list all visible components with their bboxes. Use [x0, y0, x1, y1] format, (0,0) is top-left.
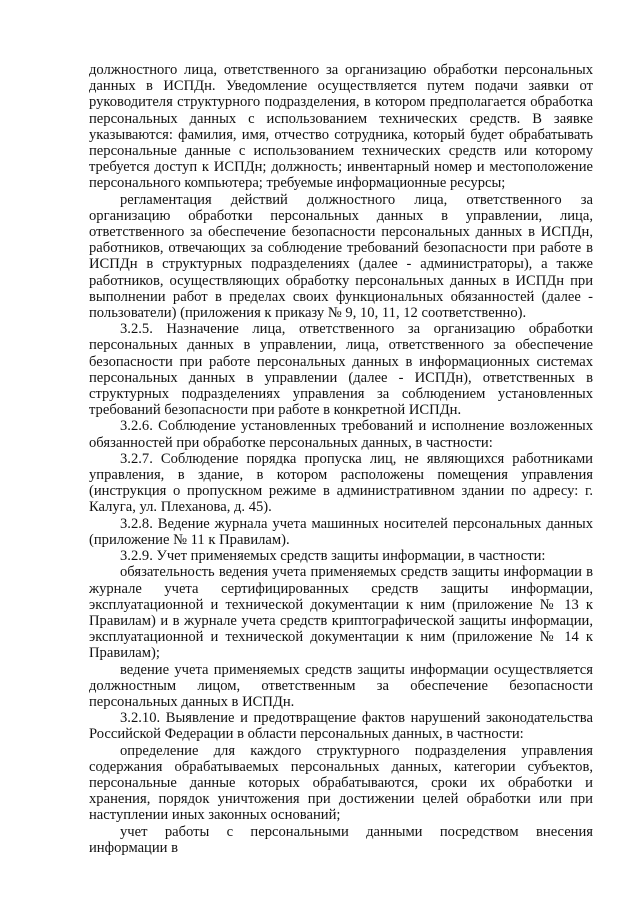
paragraph-3-2-10-item-1: определение для каждого структурного подразделения управления содержания обрабатываемых персональных данных, категории субъектов, персональные данные которых обрабатываются, сроки их обработки и хранения, порядок уничтожения при достижении целей обработки или при наступлении иных законных оснований; [89, 742, 593, 824]
paragraph-3-2-9-item-1: обязательность ведения учета применяемых средств защиты информации в журнале учета сертифицированных средств защиты информации, эксплуатационной и технической документации к ним (приложение № 13 к Правилам) и в журнале учета средств криптографической защиты информации, эксплуатационной и технической документации к ним (приложение № 14 к Правилам); [89, 564, 593, 662]
paragraph-2: регламентация действий должностного лица, ответственного за организацию обработки персональных данных в управлении, лица, ответственного за обеспечение безопасности персональных данных в ИСПДн, работников, отвечающих за соблюдение требований безопасности при работе в ИСПДн в структурных подразделениях (далее - администраторы), а также работников, осуществляющих обработку персональных данных в ИСПДн при выполнении работ в пределах своих функциональных обязанностей (далее - пользователи) (приложения к приказу № 9, 10, 11, 12 соответственно). [89, 191, 593, 322]
paragraph-3-2-10-item-2: учет работы с персональными данными посредством внесения информации в [89, 823, 593, 856]
paragraph-3-2-6: 3.2.6. Соблюдение установленных требований и исполнение возложенных обязанностей при обработке персональных данных, в частности: [89, 418, 593, 451]
document-body [89, 62, 593, 856]
paragraph-1: должностного лица, ответственного за организацию обработки персональных данных в ИСПДн. Уведомление осуществляется путем подачи заявки от руководителя структурного подразделения, в котором предполагается обработка персональных данных с использованием технических средств. В заявке указываются: фамилия, имя, отчество сотрудника, который будет обрабатывать персональные данные с использованием технических средств или которому требуется доступ к ИСПДн; должность; инвентарный номер и местоположение персонального компьютера; требуемые информационные ресурсы; [89, 62, 593, 192]
paragraph-3-2-9: 3.2.9. Учет применяемых средств защиты информации, в частности: [120, 548, 546, 565]
paragraph-3-2-10: 3.2.10. Выявление и предотвращение фактов нарушений законодательства Российской Федерации в области персональных данных, в частности: [89, 710, 593, 743]
paragraph-3-2-7: 3.2.7. Соблюдение порядка пропуска лиц, не являющихся работниками управления, в здание, в котором расположены помещения управления (инструкция о пропускном режиме в административном здании по адресу: г. Калуга, ул. Плеханова, д. 45). [89, 450, 593, 516]
paragraph-3-2-5: 3.2.5. Назначение лица, ответственного за организацию обработки персональных данных в управлении, лица, ответственного за обеспечение безопасности при работе персональных данных в информационных системах персональных данных в управлении (далее - ИСПДн), ответственных в структурных подразделениях управления за соблюдением установленных требований безопасности при работе в конкретной ИСПДн. [89, 321, 593, 419]
paragraph-3-2-8: 3.2.8. Ведение журнала учета машинных носителей персональных данных (приложение № 11 к Правилам). [89, 515, 593, 548]
paragraph-3-2-9-item-2: ведение учета применяемых средств защиты информации осуществляется должностным лицом, ответственным за обеспечение безопасности персональных данных в ИСПДн. [89, 661, 593, 710]
